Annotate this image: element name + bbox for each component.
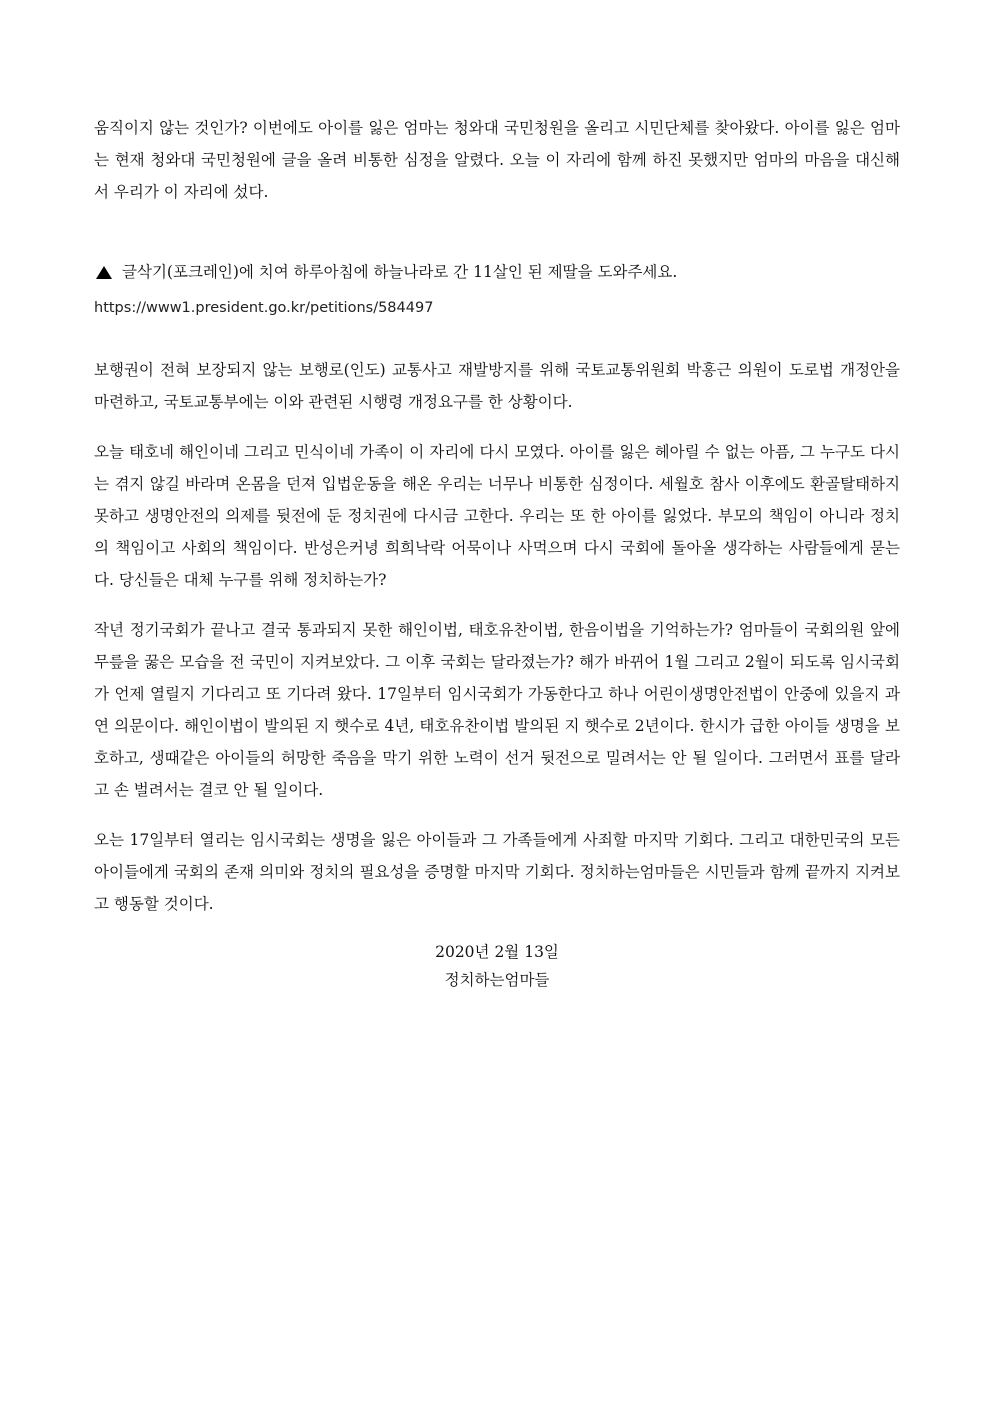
petition-title: 글삭기(포크레인)에 치여 하루아침에 하늘나라로 간 11살인 된 제딸을 도와주세요. <box>122 263 678 281</box>
document-date: 2020년 2월 13일 <box>435 943 559 961</box>
triangle-bullet-icon <box>96 266 112 279</box>
intro-paragraph: 움직이지 않는 것인가? 이번에도 아이를 잃은 엄마는 청와대 국민청원을 올리고 시민단체를 찾아왔다. 아이를 잃은 엄마는 현재 청와대 국민청원에 글을 올려 비통한 심정을 알렸다. 오늘 이 자리에 함께 하진 못했지만 엄마의 마음을 대신해서 우리가 이 자리에 섰다. <box>94 119 900 201</box>
paragraph-road-law: 보행권이 전혀 보장되지 않는 보행로(인도) 교통사고 재발방지를 위해 국토교통위원회 박홍근 의원이 도로법 개정안을 마련하고, 국토교통부에는 이와 관련된 시행령 개정요구를 한 상황이다. <box>94 361 900 411</box>
spacer <box>94 324 900 354</box>
spacer <box>94 208 900 256</box>
spacer <box>94 596 900 614</box>
petition-url: https://www1.president.go.kr/petitions/584497 <box>94 300 434 316</box>
petition-title-line <box>94 256 900 288</box>
spacer <box>94 920 900 938</box>
paragraph-national-assembly: 작년 정기국회가 끝나고 결국 통과되지 못한 해인이법, 태호유찬이법, 한음이법을 기억하는가? 엄마들이 국회의원 앞에 무릎을 꿇은 모습을 전 국민이 지켜보았다. 그 이후 국회는 달라졌는가? 해가 바뀌어 1월 그리고 2월이 되도록 임시국회가 언제 열릴지 기다리고 또 기다려 왔다. 17일부터 임시국회가 가동한다고 하나 어린이생명안전법이 안중에 있을지 과연 의문이다. 해인이법이 발의된 지 햇수로 4년, 태호유찬이법 발의된 지 햇수로 2년이다. 한시가 급한 아이들 생명을 보호하고, 생때같은 아이들의 허망한 죽음을 막기 위한 노력이 선거 뒷전으로 밀려서는 안 될 일이다. 그러면서 표를 달라고 손 벌려서는 결코 안 될 일이다. <box>94 621 900 799</box>
spacer <box>94 806 900 824</box>
spacer <box>94 418 900 436</box>
document-signature: 정치하는엄마들 <box>444 971 550 989</box>
document-page <box>94 112 900 994</box>
paragraph-families: 오늘 태호네 해인이네 그리고 민식이네 가족이 이 자리에 다시 모였다. 아이를 잃은 헤아릴 수 없는 아픔, 그 누구도 다시는 겪지 않길 바라며 온몸을 던져 입법운동을 해온 우리는 너무나 비통한 심정이다. 세월호 참사 이후에도 환골탈태하지 못하고 생명안전의 의제를 뒷전에 둔 정치권에 다시금 고한다. 우리는 또 한 아이를 잃었다. 부모의 책임이 아니라 정치의 책임이고 사회의 책임이다. 반성은커녕 희희낙락 어묵이나 사먹으며 다시 국회에 돌아올 생각하는 사람들에게 묻는다. 당신들은 대체 누구를 위해 정치하는가? <box>94 443 900 589</box>
paragraph-last-chance: 오는 17일부터 열리는 임시국회는 생명을 잃은 아이들과 그 가족들에게 사죄할 마지막 기회다. 그리고 대한민국의 모든 아이들에게 국회의 존재 의미와 정치의 필요성을 증명할 마지막 기회다. 정치하는엄마들은 시민들과 함께 끝까지 지켜보고 행동할 것이다. <box>94 831 900 913</box>
